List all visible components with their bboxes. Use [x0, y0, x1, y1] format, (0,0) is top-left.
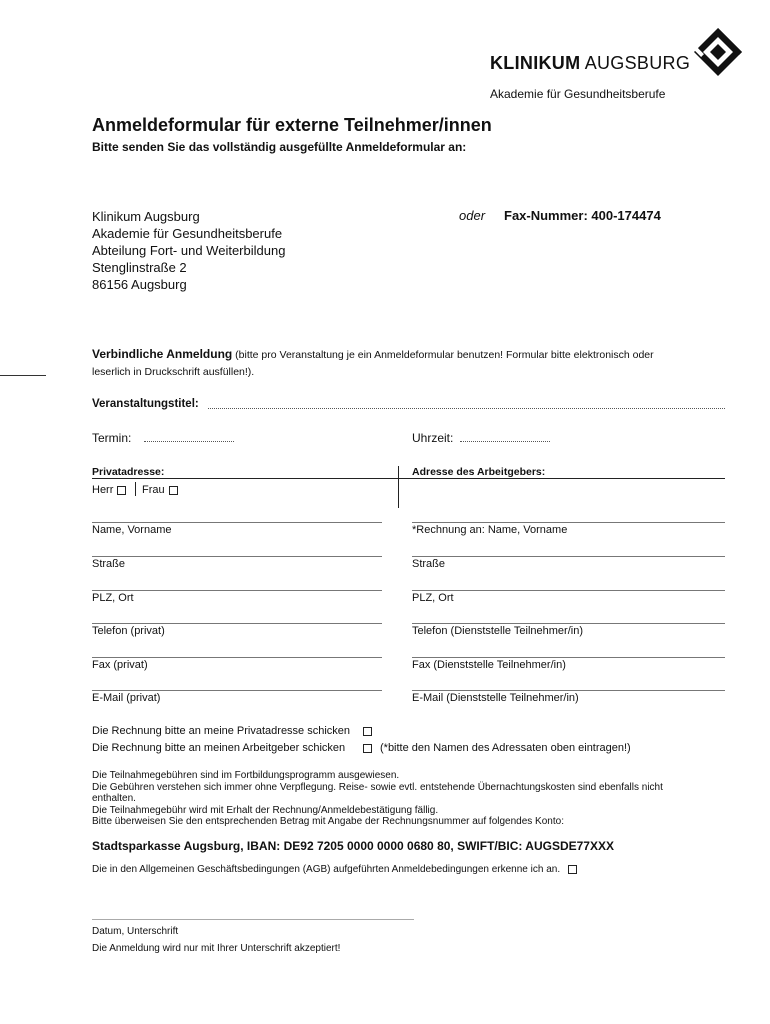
fax-field-private[interactable]: [92, 657, 382, 658]
page-subtitle: Bitte senden Sie das vollständig ausgefüllte Anmeldeformular an:: [92, 140, 467, 154]
private-address-header: Privatadresse:: [92, 466, 165, 478]
salutation-divider: [135, 482, 136, 496]
header-divider: [92, 478, 725, 479]
frau-checkbox[interactable]: [169, 486, 178, 495]
agb-label: Die in den Allgemeinen Geschäftsbedingungen (AGB) aufgeführten Anmeldebedingungen erkenne ich an.: [92, 864, 561, 875]
herr-label: Herr: [92, 484, 114, 496]
fees-line: Die Teilnahmegebühr wird mit Erhalt der Rechnung/Anmeldebestätigung fällig.: [92, 804, 439, 816]
name-field-private[interactable]: [92, 522, 382, 523]
signature-label: Datum, Unterschrift: [92, 926, 179, 937]
logo-text-light: AUGSBURG: [584, 53, 691, 73]
field-label: Fax (Dienststelle Teilnehmer/in): [412, 659, 566, 671]
email-field-employer[interactable]: [412, 690, 725, 691]
field-label: Telefon (privat): [92, 625, 165, 637]
oder-label: oder: [459, 208, 486, 223]
field-label: Telefon (Dienststelle Teilnehmer/in): [412, 625, 583, 637]
field-label: Straße: [412, 558, 446, 570]
salutation-herr: [92, 484, 126, 496]
fees-line: Die Gebühren verstehen sich immer ohne Verpflegung. Reise- sowie evtl. entstehende Übernachtungskosten sind ebenfalls nicht enthalten.: [92, 781, 663, 804]
registration-note-bold: Verbindliche Anmeldung: [92, 347, 233, 361]
address-line: Klinikum Augsburg: [92, 209, 200, 224]
phone-field-employer[interactable]: [412, 623, 725, 624]
field-label: Straße: [92, 558, 126, 570]
street-field-employer[interactable]: [412, 556, 725, 557]
email-field-private[interactable]: [92, 690, 382, 691]
page-title: Anmeldeformular für externe Teilnehmer/innen: [92, 115, 492, 135]
city-field-private[interactable]: [92, 590, 382, 591]
field-label: Fax (privat): [92, 659, 148, 671]
frau-label: Frau: [142, 484, 165, 496]
academy-name: Akademie für Gesundheitsberufe: [490, 87, 666, 101]
fax-field-employer[interactable]: [412, 657, 725, 658]
fold-mark: [0, 375, 46, 376]
salutation-frau: [142, 484, 178, 496]
address-line: Akademie für Gesundheitsberufe: [92, 226, 283, 241]
invoice-private-label: Die Rechnung bitte an meine Privatadresse schicken: [92, 725, 351, 737]
registration-note-text: (bitte pro Veranstaltung je ein Anmeldeformular benutzen! Formular bitte elektronisch oder leserlich in Druckschrift ausfüllen!).: [92, 349, 654, 378]
klinikum-logo-icon: [692, 26, 744, 83]
logo-text-bold: KLINIKUM: [490, 53, 581, 73]
event-title-label: Veranstaltungstitel:: [92, 398, 199, 410]
city-field-employer[interactable]: [412, 590, 725, 591]
logo-text: [490, 53, 690, 74]
event-title-field[interactable]: [208, 408, 725, 409]
field-label: PLZ, Ort: [92, 592, 134, 604]
street-field-private[interactable]: [92, 556, 382, 557]
agb-acceptance: [92, 864, 577, 875]
address-line: Stenglinstraße 2: [92, 260, 187, 275]
time-label: Uhrzeit:: [412, 431, 454, 445]
signature-note: Die Anmeldung wird nur mit Ihrer Unterschrift akzeptiert!: [92, 943, 341, 954]
field-label: Name, Vorname: [92, 524, 172, 536]
field-label: E-Mail (Dienststelle Teilnehmer/in): [412, 692, 579, 704]
address-line: Abteilung Fort- und Weiterbildung: [92, 243, 286, 258]
field-label: PLZ, Ort: [412, 592, 454, 604]
bank-details: Stadtsparkasse Augsburg, IBAN: DE92 7205 0000 0000 0680 80, SWIFT/BIC: AUGSDE77XXX: [92, 839, 614, 853]
invoice-private-checkbox[interactable]: [363, 727, 372, 736]
fees-line: Bitte überweisen Sie den entsprechenden Betrag mit Angabe der Rechnungsnummer auf folgendes Konto:: [92, 816, 564, 827]
date-field[interactable]: [144, 441, 234, 442]
recipient-address: [92, 208, 285, 293]
fees-info: [92, 770, 692, 828]
fax-number: Fax-Nummer: 400-174474: [504, 208, 661, 223]
address-line: 86156 Augsburg: [92, 277, 187, 292]
signature-field[interactable]: [92, 919, 414, 920]
agb-checkbox[interactable]: [568, 865, 577, 874]
time-field[interactable]: [460, 441, 550, 442]
name-field-employer[interactable]: [412, 522, 725, 523]
field-label: *Rechnung an: Name, Vorname: [412, 524, 568, 536]
field-label: E-Mail (privat): [92, 692, 161, 704]
registration-note: [92, 346, 662, 381]
invoice-employer-label: Die Rechnung bitte an meinen Arbeitgeber schicken: [92, 742, 346, 754]
fees-line: Die Teilnahmegebühren sind im Fortbildungsprogramm ausgewiesen.: [92, 770, 400, 781]
employer-address-header: Adresse des Arbeitgebers:: [412, 466, 546, 478]
column-divider: [398, 466, 399, 508]
invoice-employer-note: (*bitte den Namen des Adressaten oben eintragen!): [380, 742, 631, 754]
date-label: Termin:: [92, 431, 132, 445]
phone-field-private[interactable]: [92, 623, 382, 624]
herr-checkbox[interactable]: [117, 486, 126, 495]
invoice-employer-checkbox[interactable]: [363, 744, 372, 753]
